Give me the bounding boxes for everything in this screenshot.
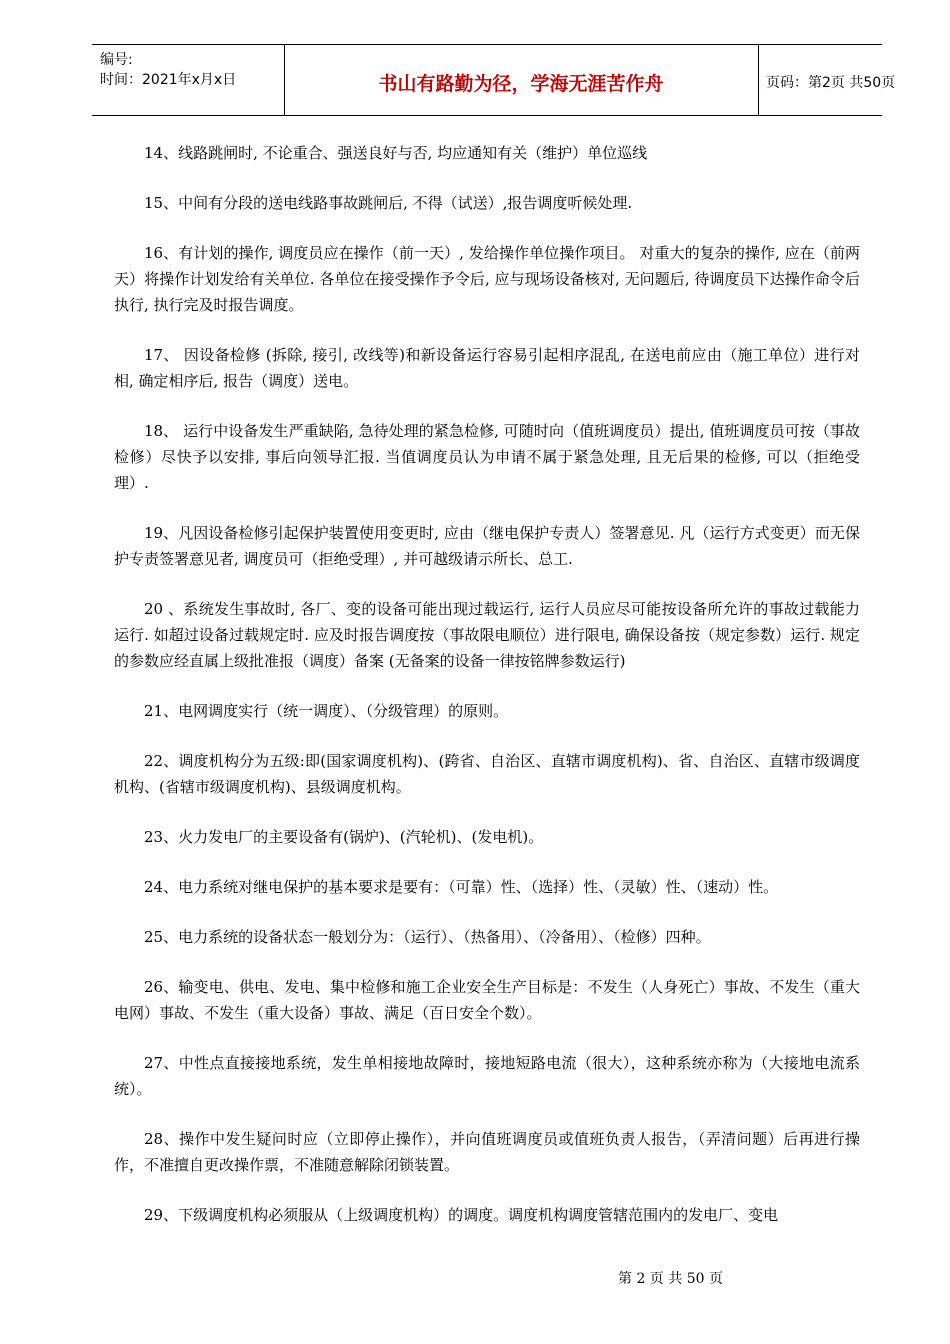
header-page-cell: [758, 45, 896, 115]
question-item-27: 27、中性点直接接地系统，发生单相接地故障时，接地短路电流（很大），这种系统亦称为（大接地电流系统）。: [114, 1054, 860, 1098]
question-item-23: 23、火力发电厂的主要设备有(锅炉)、(汽轮机)、(发电机)。: [144, 828, 544, 846]
document-body: [114, 140, 860, 1252]
question-item-16: 16、有计划的操作, 调度员应在操作（前一天）, 发给操作单位操作项目。 对重大的复杂的操作, 应在（前两天）将操作计划发给有关单位. 各单位在接受操作予令后, 应与现场设备核对, 无问题后, 待调度员下达操作命令后执行, 执行完及时报告调度。: [114, 244, 860, 314]
question-item-20: 20 、系统发生事故时, 各厂、变的设备可能出现过载运行, 运行人员应尽可能按设备所允许的事故过载能力运行. 如超过设备过载规定时. 应及时报告调度按（事故限电顺位）进行限电, 确保设备按（规定参数）运行. 规定的参数应经直属上级批准报（调度）备案 (无备案的设备一律按铭牌参数运行): [114, 600, 860, 670]
question-item-24: 24、电力系统对继电保护的基本要求是要有：（可靠）性、（选择）性、（灵敏）性、（速动）性。: [144, 878, 779, 896]
question-item-28: 28、操作中发生疑问时应（立即停止操作），并向值班调度员或值班负责人报告，（弄清问题）后再进行操作，不准擅自更改操作票，不准随意解除闭锁装置。: [114, 1130, 860, 1174]
page-header: [92, 44, 896, 116]
header-motto-cell: [284, 45, 759, 115]
question-item-25: 25、电力系统的设备状态一般划分为：（运行）、（热备用）、（冷备用）、（检修）四种。: [144, 928, 711, 946]
question-item-17: 17、 因设备检修 (拆除, 接引, 改线等)和新设备运行容易引起相序混乱, 在送电前应由（施工单位）进行对相, 确定相序后, 报告（调度）送电。: [114, 346, 860, 390]
question-item-19: 19、凡因设备检修引起保护装置使用变更时, 应由（继电保护专责人）签署意见. 凡（运行方式变更）而无保护专责签署意见者, 调度员可（拒绝受理）, 并可越级请示所长、总工.: [114, 524, 860, 568]
header-info-cell: [92, 45, 285, 115]
question-item-21: 21、电网调度实行（统一调度）、（分级管理）的原则。: [144, 702, 509, 720]
question-item-15: 15、中间有分段的送电线路事故跳闸后, 不得（试送）,报告调度听候处理.: [144, 194, 633, 212]
document-time-label: 时间：2021年x月x日: [100, 72, 237, 88]
header-motto: 书山有路勤为径，学海无涯苦作舟: [378, 73, 664, 95]
header-page-code: 页码：第2页 共50页: [766, 75, 896, 91]
page-footer-number: 第 2 页 共 50 页: [618, 1271, 723, 1287]
document-number-label: 编号:: [100, 52, 133, 68]
question-item-29: 29、下级调度机构必须服从（上级调度机构）的调度。调度机构调度管辖范围内的发电厂、变电: [144, 1206, 779, 1224]
question-item-22: 22、调度机构分为五级:即(国家调度机构)、(跨省、自治区、直辖市调度机构)、省、自治区、直辖市级调度机构、(省辖市级调度机构)、县级调度机构。: [114, 752, 860, 796]
question-item-18: 18、 运行中设备发生严重缺陷, 急待处理的紧急检修, 可随时向（值班调度员）提出, 值班调度员可按（事故检修）尽快予以安排, 事后向领导汇报. 当值调度员认为申请不属于紧急处理, 且无后果的检修, 可以（拒绝受理）.: [114, 422, 860, 492]
question-item-26: 26、输变电、供电、发电、集中检修和施工企业安全生产目标是：不发生（人身死亡）事故、不发生（重大电网）事故、不发生（重大设备）事故、满足（百日安全个数）。: [114, 978, 860, 1022]
question-item-14: 14、线路跳闸时, 不论重合、强送良好与否, 均应通知有关（维护）单位巡线: [144, 144, 648, 162]
